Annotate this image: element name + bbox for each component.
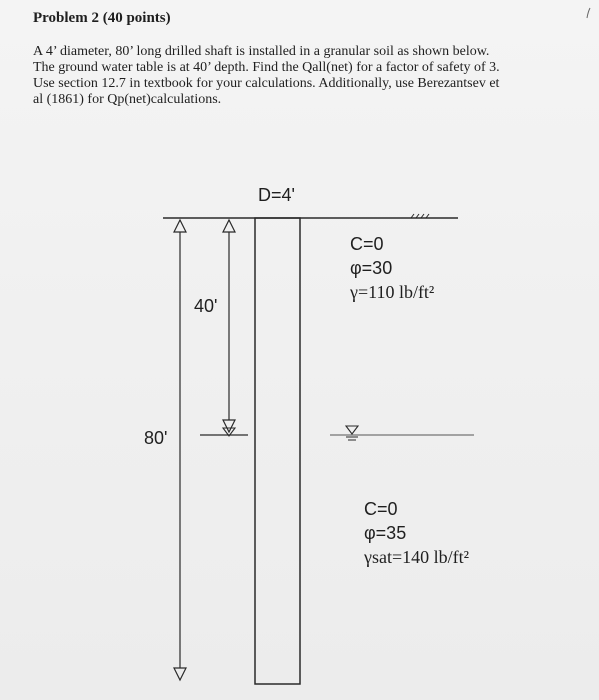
depth-40-label: 40' [194, 296, 218, 316]
pen-mark [587, 8, 590, 18]
drilled-shaft [255, 218, 300, 684]
upper-friction-angle: φ=30 [350, 258, 393, 278]
lower-friction-angle: φ=35 [364, 523, 407, 543]
upper-soil-properties [350, 232, 434, 304]
upper-cohesion: C=0 [350, 234, 384, 254]
water-table-icon [346, 426, 358, 440]
upper-unit-weight: γ=110 lb/ft² [350, 282, 435, 302]
depth-80-arrow-bottom [174, 668, 186, 680]
lower-soil-properties [364, 497, 469, 569]
statement-line: The ground water table is at 40’ depth. Find the Qall(net) for a factor of safety of 3. [33, 60, 500, 75]
depth-80-arrow-top [174, 220, 186, 232]
problem-heading: Problem 2 (40 points) [33, 10, 171, 26]
lower-cohesion: C=0 [364, 499, 398, 519]
depth-40-arrow-top [223, 220, 235, 232]
diameter-label: D=4' [258, 185, 295, 205]
statement-line: al (1861) for Qp(net)calculations. [33, 92, 222, 107]
statement-line: Use section 12.7 in textbook for your calculations. Additionally, use Berezantsev et [33, 76, 500, 91]
statement-line: A 4’ diameter, 80’ long drilled shaft is installed in a granular soil as shown below. [33, 44, 490, 59]
lower-unit-weight: γsat=140 lb/ft² [364, 547, 469, 567]
depth-80-label: 80' [144, 428, 168, 448]
